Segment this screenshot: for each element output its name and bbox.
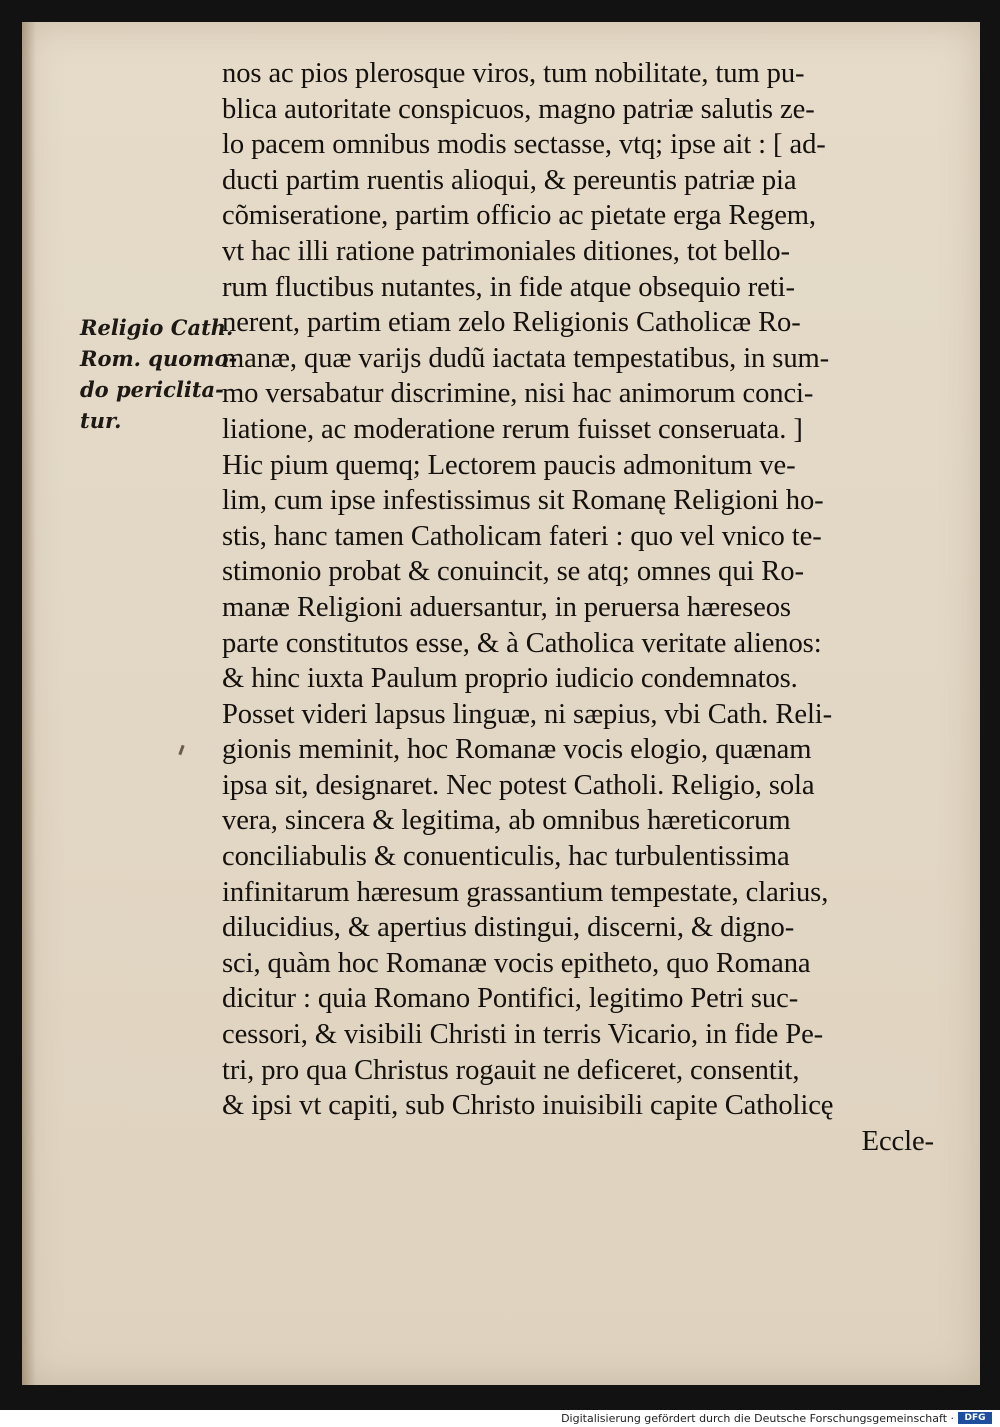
text-line: vera, sincera & legitima, ab omnibus hæreticorum: [222, 805, 791, 837]
text-line: conciliabulis & conuenticulis, hac turbulentissima: [222, 841, 790, 873]
text-line: & ipsi vt capiti, sub Christo inuisibili capite Catholicę: [222, 1090, 834, 1122]
text-line: lim, cum ipse infestissimus sit Romanę Religioni ho-: [222, 485, 824, 517]
text-line: cõmiseratione, partim officio ac pietate erga Regem,: [222, 200, 816, 232]
text-line: manæ, quæ varijs dudũ iactata tempestatibus, in sum-: [222, 342, 830, 374]
marginal-note-line: tur.: [80, 408, 122, 433]
text-line: ducti partim ruentis alioqui, & pereuntis patriæ pia: [222, 164, 797, 196]
text-line: gionis meminit, hoc Romanæ vocis elogio, quænam: [222, 734, 812, 766]
marginal-note-line: Rom. quomo-: [80, 346, 238, 371]
text-line: stis, hanc tamen Catholicam fateri : quo vel vnico te-: [222, 520, 822, 552]
text-line: sci, quàm hoc Romanæ vocis epitheto, quo Romana: [222, 947, 811, 979]
text-line: lo pacem omnibus modis sectasse, vtq; ipse ait : [ ad-: [222, 129, 826, 161]
text-line: nos ac pios plerosque viros, tum nobilitate, tum pu-: [222, 58, 805, 89]
text-line: & hinc iuxta Paulum proprio iudicio condemnatos.: [222, 663, 798, 695]
text-line: infinitarum hæresum grassantium tempestate, clarius,: [222, 876, 829, 908]
footer-credit: Digitalisierung gefördert durch die Deutsche Forschungsgemeinschaft ·: [561, 1412, 954, 1425]
catchword: Eccle-: [861, 1125, 934, 1157]
text-line: tri, pro qua Christus rogauit ne deficeret, consentit,: [222, 1054, 800, 1086]
text-line: cessori, & visibili Christi in terris Vicario, in fide Pe-: [222, 1019, 824, 1051]
main-text-block: [222, 56, 934, 1159]
text-line: nerent, partim etiam zelo Religionis Catholicæ Ro-: [222, 307, 801, 339]
text-line: dicitur : quia Romano Pontifici, legitimo Petri suc-: [222, 983, 799, 1015]
marginal-note-line: do periclita-: [80, 377, 224, 402]
text-line: stimonio probat & conuincit, se atq; omnes qui Ro-: [222, 556, 804, 588]
text-line: parte constitutos esse, & à Catholica veritate alienos:: [222, 627, 822, 659]
text-line: dilucidius, & apertius distingui, discerni, & digno-: [222, 912, 795, 944]
marginal-note: [80, 312, 238, 436]
dfg-logo-icon: DFG: [958, 1412, 992, 1424]
text-line: Hic pium quemq; Lectorem paucis admonitum ve-: [222, 449, 796, 481]
text-line: mo versabatur discrimine, nisi hac animorum conci-: [222, 378, 814, 410]
text-line: blica autoritate conspicuos, magno patriæ salutis ze-: [222, 93, 815, 125]
text-line: liatione, ac moderatione rerum fuisset conseruata. ]: [222, 413, 803, 445]
marginal-note-line: Religio Cath.: [80, 315, 234, 340]
text-line: ipsa sit, designaret. Nec potest Catholi. Religio, sola: [222, 769, 815, 801]
text-line: Posset videri lapsus linguæ, ni sæpius, vbi Cath. Reli-: [222, 698, 833, 730]
text-line: manæ Religioni aduersantur, in peruersa hæreseos: [222, 591, 791, 623]
text-line: rum fluctibus nutantes, in fide atque obsequio reti-: [222, 271, 795, 303]
text-line: vt hac illi ratione patrimoniales ditiones, tot bello-: [222, 235, 790, 267]
